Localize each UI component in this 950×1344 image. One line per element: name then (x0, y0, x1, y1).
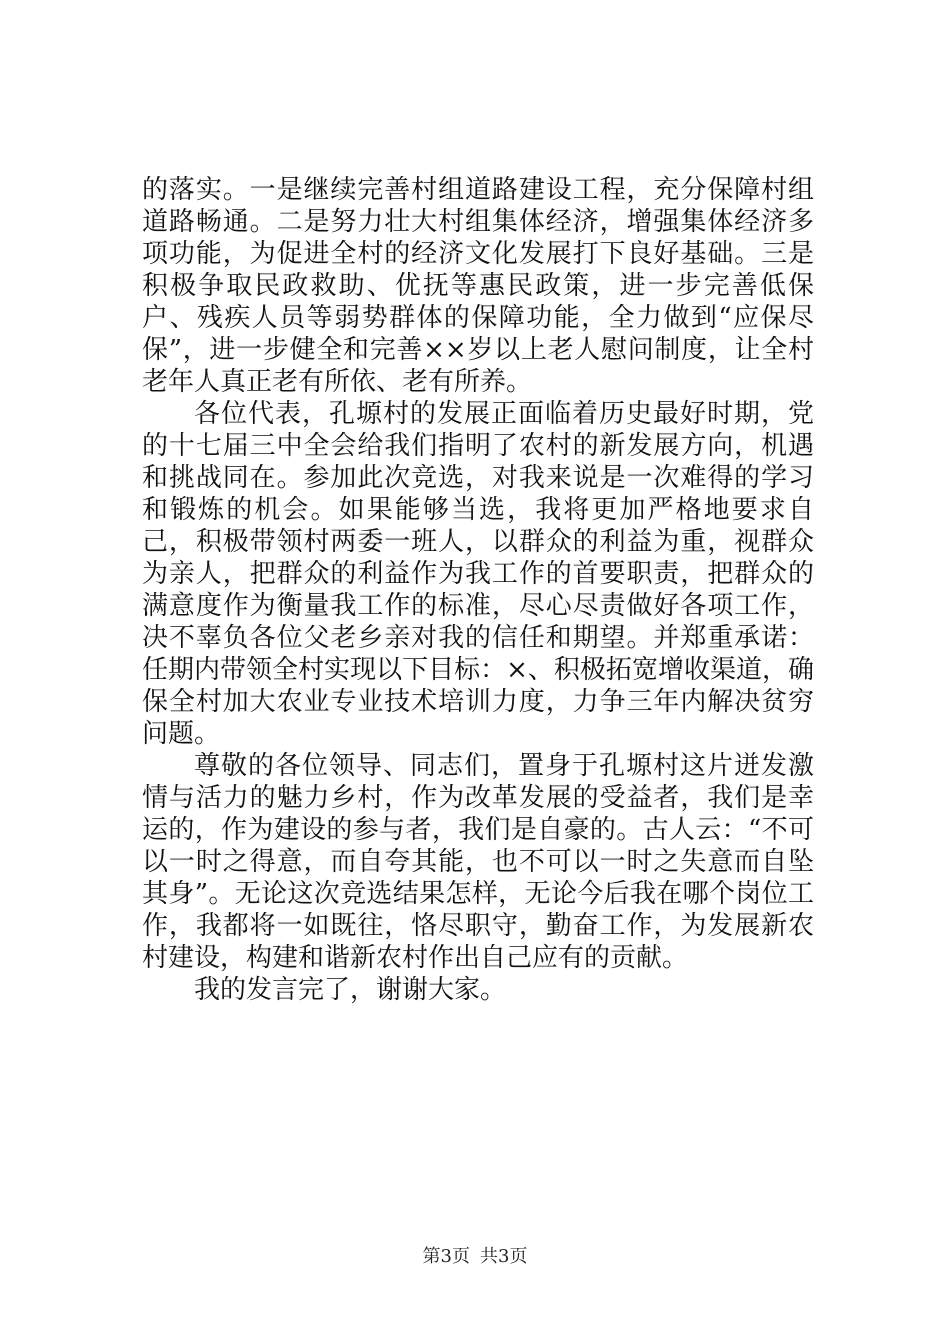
page-total: 共3页 (480, 1246, 528, 1267)
page-number: 第3页 (422, 1246, 470, 1267)
paragraph-closing: 我的发言完了，谢谢大家。 (194, 975, 507, 1005)
paragraph: 各位代表，孔塬村的发展正面临着历史最好时期，党的十七届三中全会给我们指明了农村的新发展方向，机遇和挑战同在。参加此次竞选，对我来说是一次难得的学习和锻炼的机会。如果能够当选，我将更加严格地要求自己，积极带领村两委一班人，以群众的利益为重，视群众为亲人，把群众的利益作为我工作的首要职责，把群众的满意度作为衡量我工作的标准，尽心尽责做好各项工作，决不辜负各位父老乡亲对我的信任和期望。并郑重承诺：任期内带领全村实现以下目标：×、积极拓宽增收渠道，确保全村加大农业专业技术培训力度，力争三年内解决贫穷问题。 (142, 399, 814, 749)
document-body (142, 174, 814, 1006)
paragraph: 尊敬的各位领导、同志们，置身于孔塬村这片迸发激情与活力的魅力乡村，作为改革发展的受益者，我们是幸运的，作为建设的参与者，我们是自豪的。古人云：“不可以一时之得意，而自夸其能，也不可以一时之失意而自坠其身”。无论这次竞选结果怎样，无论今后我在哪个岗位工作，我都将一如既往，恪尽职守，勤奋工作，为发展新农村建设，构建和谐新农村作出自己应有的贡献。 (142, 751, 814, 973)
page-footer (0, 1246, 950, 1268)
paragraph-continued: 的落实。一是继续完善村组道路建设工程，充分保障村组道路畅通。二是努力壮大村组集体经济，增强集体经济多项功能，为促进全村的经济文化发展打下良好基础。三是积极争取民政救助、优抚等惠民政策，进一步完善低保户、残疾人员等弱势群体的保障功能，全力做到“应保尽保”，进一步健全和完善××岁以上老人慰问制度，让全村老年人真正老有所依、老有所养。 (142, 175, 814, 397)
